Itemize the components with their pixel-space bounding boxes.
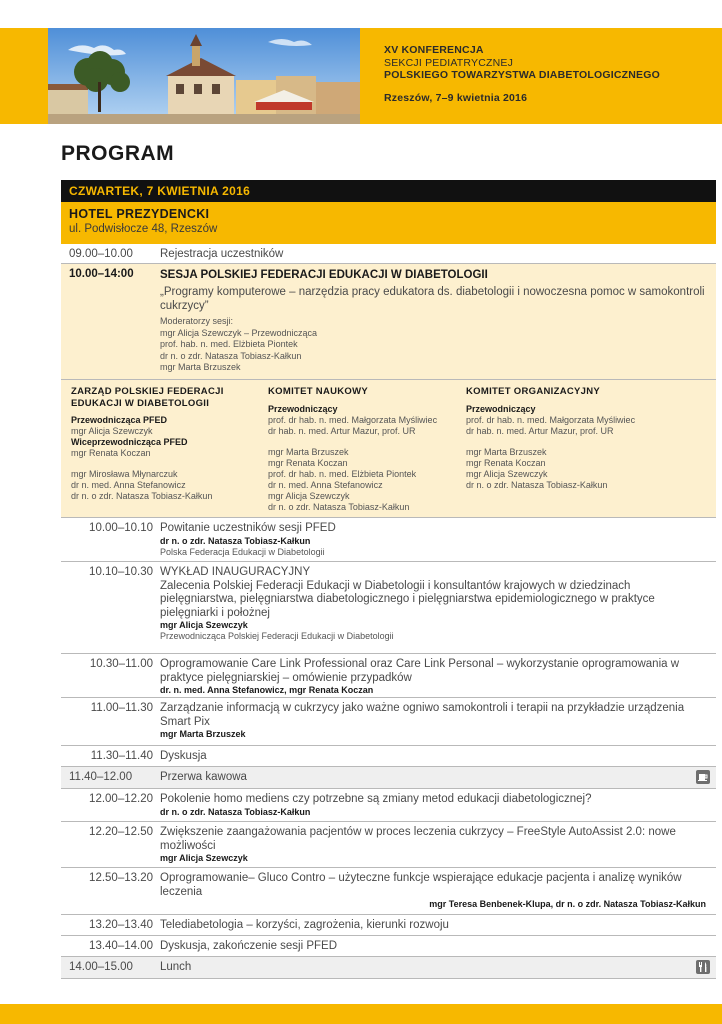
committee-board bbox=[71, 386, 251, 502]
committee-title: KOMITET NAUKOWY bbox=[268, 386, 369, 397]
committee-role: Wiceprzewodnicząca PFED bbox=[71, 437, 188, 447]
agenda-speaker: mgr Marta Brzuszek bbox=[160, 729, 246, 739]
agenda-row-registration bbox=[61, 244, 716, 264]
agenda-content bbox=[160, 522, 706, 558]
agenda-row bbox=[61, 698, 716, 746]
committee-role: Przewodniczący bbox=[466, 403, 536, 414]
committees-block bbox=[61, 380, 716, 518]
agenda-row bbox=[61, 654, 716, 698]
agenda-time: 13.40–14.00 bbox=[89, 940, 153, 952]
conference-line-1: XV KONFERENCJA bbox=[384, 44, 484, 56]
agenda-subtitle: Zalecenia Polskiej Federacji Edukacji w Diabetologii i konsultantów krajowych w dziedzinach pielęgniarstwa, pielęgniarstwa diabetologicznego i pielęgniarstwa epidemiologicznego w praktyce pielęgniarki i położnej bbox=[160, 579, 655, 619]
agenda-row bbox=[61, 518, 716, 562]
committee-member: prof. dr hab. n. med. Elżbieta Piontek bbox=[268, 468, 417, 479]
agenda-row bbox=[61, 822, 716, 868]
agenda-title: Oprogramowanie Care Link Professional oraz Care Link Personal – wykorzystanie oprogramowania w praktyce pielęgniarskiej – omówienie przypadków bbox=[160, 658, 680, 684]
committee-chair: prof. dr hab. n. med. Małgorzata Myśliwiec bbox=[268, 414, 438, 425]
town-square-photo bbox=[48, 28, 360, 124]
agenda-title: Rejestracja uczestników bbox=[160, 248, 284, 260]
moderators-label: Moderatorzy sesji: bbox=[160, 316, 234, 326]
agenda-time: 12.00–12.20 bbox=[89, 793, 153, 805]
committee-role: Przewodniczący bbox=[268, 403, 338, 414]
session-block bbox=[61, 264, 716, 380]
conference-line-2: SEKCJI PEDIATRYCZNEJ bbox=[384, 56, 514, 69]
committee-member: dr n. med. Anna Stefanowicz bbox=[268, 479, 383, 490]
conference-info bbox=[384, 44, 660, 104]
session-moderators bbox=[160, 316, 706, 374]
agenda-affiliation: Przewodnicząca Polskiej Federacji Edukacji w Diabetologii bbox=[160, 631, 394, 641]
session-title: SESJA POLSKIEJ FEDERACJI EDUKACJI W DIABETOLOGII bbox=[160, 269, 488, 281]
committee-scientific bbox=[268, 386, 458, 513]
agenda-time: 09.00–10.00 bbox=[69, 248, 133, 260]
page-title: PROGRAM bbox=[61, 142, 175, 165]
committee-member: dr n. o zdr. Natasza Tobiasz-Kałkun bbox=[268, 501, 410, 512]
agenda-title: Dyskusja, zakończenie sesji PFED bbox=[160, 940, 338, 952]
committee-person: mgr Renata Koczan bbox=[71, 448, 151, 458]
agenda-time: 10.10–10.30 bbox=[89, 566, 153, 578]
agenda-affiliation: Polska Federacja Edukacji w Diabetologii bbox=[160, 546, 325, 557]
agenda-content bbox=[160, 872, 706, 910]
session-description: „Programy komputerowe – narzędzia pracy edukatora ds. diabetologii i nowoczesna pomoc w samokontroli cukrzycy” bbox=[160, 286, 705, 312]
committee-member: dr n. o zdr. Natasza Tobiasz-Kałkun bbox=[466, 479, 608, 490]
agenda-title: Pokolenie homo mediens czy potrzebne są zmiany metod edukacji diabetologicznej? bbox=[160, 793, 592, 805]
coffee-icon bbox=[696, 770, 710, 784]
agenda-title: WYKŁAD INAUGURACYJNY bbox=[160, 566, 311, 578]
committee-organizing bbox=[466, 386, 711, 491]
session-time: 10.00–14:00 bbox=[69, 268, 134, 280]
committee-member: mgr Marta Brzuszek bbox=[466, 446, 547, 457]
agenda-row-break bbox=[61, 767, 716, 789]
venue-block bbox=[61, 202, 716, 244]
agenda-speaker: dr. n. med. Anna Stefanowicz, mgr Renata Koczan bbox=[160, 685, 374, 695]
venue-address: ul. Podwisłocze 48, Rzeszów bbox=[69, 223, 218, 235]
agenda-time: 12.20–12.50 bbox=[89, 826, 153, 838]
agenda-row bbox=[61, 562, 716, 654]
committee-person: mgr Alicja Szewczyk bbox=[71, 426, 153, 436]
agenda-title: Dyskusja bbox=[160, 750, 207, 762]
agenda-speaker: mgr Alicja Szewczyk bbox=[160, 620, 248, 630]
agenda-speaker: mgr Alicja Szewczyk bbox=[160, 853, 248, 863]
agenda-row bbox=[61, 789, 716, 822]
committee-member: mgr Marta Brzuszek bbox=[268, 446, 349, 457]
agenda-title: Lunch bbox=[160, 961, 192, 973]
agenda-title: Zwiększenie zaangażowania pacjentów w proces leczenia cukrzycy – FreeStyle AutoAssist 2.0: nowe możliwości bbox=[160, 826, 676, 852]
committee-chair: prof. dr hab. n. med. Małgorzata Myśliwiec bbox=[466, 414, 636, 425]
venue-name: HOTEL PREZYDENCKI bbox=[69, 207, 210, 221]
moderator: mgr Alicja Szewczyk – Przewodnicząca bbox=[160, 327, 318, 338]
agenda-title: Zarządzanie informacją w cukrzycy jako ważne ogniwo samokontroli i terapii na przykładzie urządzenia Smart Pix bbox=[160, 702, 685, 728]
agenda-time: 10.30–11.00 bbox=[89, 658, 153, 670]
agenda-time: 13.20–13.40 bbox=[89, 919, 153, 931]
committee-chair: dr hab. n. med. Artur Mazur, prof. UR bbox=[268, 425, 416, 436]
agenda-time: 11.30–11.40 bbox=[90, 750, 153, 762]
agenda-time: 10.00–10.10 bbox=[89, 522, 153, 534]
moderator: dr n. o zdr. Natasza Tobiasz-Kałkun bbox=[160, 350, 302, 361]
agenda-row bbox=[61, 746, 716, 767]
agenda-title: Telediabetologia – korzyści, zagrożenia, kierunki rozwoju bbox=[160, 919, 449, 931]
committee-member: mgr Renata Koczan bbox=[466, 457, 546, 468]
agenda-content bbox=[160, 826, 706, 864]
agenda-time: 11.00–11.30 bbox=[90, 702, 153, 714]
committee-member: dr n. o zdr. Natasza Tobiasz-Kałkun bbox=[71, 491, 213, 501]
committee-chair: dr hab. n. med. Artur Mazur, prof. UR bbox=[466, 425, 614, 436]
committee-member: dr n. med. Anna Stefanowicz bbox=[71, 480, 186, 490]
agenda-content bbox=[160, 793, 706, 818]
agenda-title: Oprogramowanie– Gluco Contro – użyteczne funkcje wspierające edukacje pacjenta i analizę wyników leczenia bbox=[160, 872, 682, 898]
agenda-row-lunch bbox=[61, 957, 716, 979]
agenda-title: Powitanie uczestników sesji PFED bbox=[160, 522, 336, 534]
agenda-time: 14.00–15.00 bbox=[69, 961, 133, 973]
moderator: prof. hab. n. med. Elżbieta Piontek bbox=[160, 339, 298, 349]
agenda-content bbox=[160, 702, 706, 740]
agenda-content bbox=[160, 566, 706, 642]
committee-member: mgr Mirosława Młynarczuk bbox=[71, 469, 178, 479]
committee-title: ZARZĄD POLSKIEJ FEDERACJI EDUKACJI W DIABETOLOGII bbox=[71, 386, 224, 409]
agenda-speaker: dr n. o zdr. Natasza Tobiasz-Kałkun bbox=[160, 535, 311, 546]
agenda-speaker: mgr Teresa Benbenek-Klupa, dr n. o zdr. Natasza Tobiasz-Kałkun bbox=[429, 899, 706, 909]
day-heading: CZWARTEK, 7 KWIETNIA 2016 bbox=[61, 180, 716, 202]
cutlery-icon bbox=[696, 960, 710, 974]
agenda-title: Przerwa kawowa bbox=[160, 771, 247, 783]
committee-member: mgr Alicja Szewczyk bbox=[268, 490, 350, 501]
conference-line-3: POLSKIEGO TOWARZYSTWA DIABETOLOGICZNEGO bbox=[384, 69, 660, 81]
conference-date: Rzeszów, 7–9 kwietnia 2016 bbox=[384, 91, 528, 104]
footer-band bbox=[0, 1004, 722, 1024]
agenda-time: 12.50–13.20 bbox=[89, 872, 153, 884]
session-content bbox=[160, 268, 706, 374]
moderator: mgr Marta Brzuszek bbox=[160, 362, 241, 372]
agenda-content bbox=[160, 658, 706, 696]
agenda-row bbox=[61, 915, 716, 936]
agenda-row bbox=[61, 936, 716, 957]
committee-title: KOMITET ORGANIZACYJNY bbox=[466, 386, 601, 397]
agenda-speaker: dr n. o zdr. Natasza Tobiasz-Kałkun bbox=[160, 806, 311, 817]
committee-role: Przewodnicząca PFED bbox=[71, 415, 168, 425]
committee-member: mgr Renata Koczan bbox=[268, 457, 348, 468]
committee-member: mgr Alicja Szewczyk bbox=[466, 468, 548, 479]
agenda-row bbox=[61, 868, 716, 915]
agenda-time: 11.40–12.00 bbox=[69, 771, 133, 783]
